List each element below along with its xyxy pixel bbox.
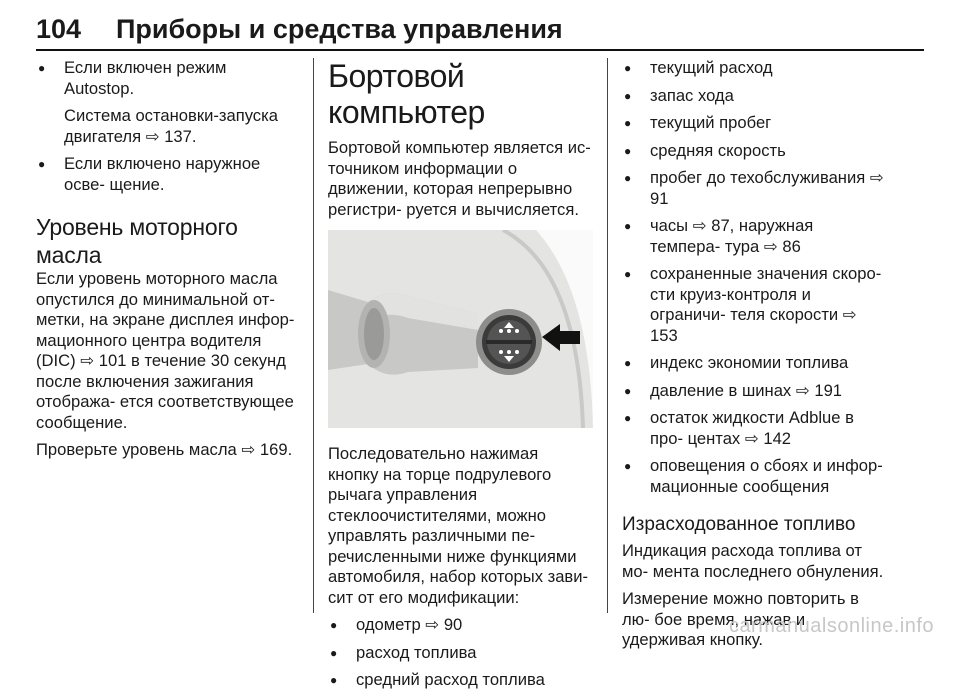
list-item: ● расход топлива	[328, 643, 593, 664]
column-left	[36, 58, 298, 468]
list-item: ● Если включено наружное осве- щение.	[36, 154, 298, 195]
section-title: Бортовой компьютер	[328, 58, 485, 130]
list-item: ● одометр ⇨ 90	[328, 615, 593, 636]
list-item: ● запас хода	[622, 86, 888, 107]
paragraph: Измерение можно повторить в лю- бое время, нажав и удерживая кнопку.	[622, 589, 859, 649]
running-title: Приборы и средства управления	[116, 14, 563, 44]
paragraph: Индикация расхода топлива от мо- мента последнего обнуления.	[622, 541, 884, 581]
column-divider	[607, 58, 608, 613]
stalk-button-icon	[328, 230, 593, 428]
paragraph: Если уровень моторного масла опустился до минимальной от- метки, на экране дисплея инфор- мационного центра водителя (DIC) ⇨ 101 в течение 30 секунд после включения зажигания отобража- ется соответствующее сообщение.	[36, 269, 295, 432]
list-item: ● текущий пробег	[622, 113, 888, 134]
page-header	[36, 8, 924, 48]
page-number: 104	[36, 14, 82, 44]
watermark-text: carmanualsonline.info	[728, 615, 934, 637]
bullet-list	[36, 58, 298, 99]
list-item: ● сохраненные значения скоро- сти круиз-контроля и ограничи- теля скорости ⇨ 153	[622, 264, 888, 346]
list-item: ● пробег до техобслуживания ⇨ 91	[622, 168, 888, 209]
list-item: ● часы ⇨ 87, наружная темпера- тура ⇨ 86	[622, 216, 888, 257]
header-rule	[36, 49, 924, 51]
list-item: ● давление в шинах ⇨ 191	[622, 381, 888, 402]
list-item: ● средний расход топлива	[328, 670, 593, 691]
list-item: ● средняя скорость	[622, 141, 888, 162]
subsection-heading: Израсходованное топливо	[622, 514, 856, 535]
column-right	[622, 58, 888, 658]
bullet-list	[328, 615, 593, 691]
paragraph: Последовательно нажимая кнопку на торце подрулевого рычага управления стеклоочистителями, можно управлять различными пе- речисленными ниже функциями автомобиля, набор которых зави- сит от его модификации:	[328, 444, 589, 607]
section-heading: Уровень моторного масла	[36, 214, 238, 268]
list-item: ● оповещения о сбоях и инфор- мационные сообщения	[622, 456, 888, 497]
list-item: ● индекс экономии топлива	[622, 353, 888, 374]
column-divider	[313, 58, 314, 613]
list-item: ● Если включен режим Autostop.	[36, 58, 298, 99]
wiper-stalk-illustration	[328, 230, 593, 428]
paragraph: Бортовой компьютер является ис- точником информации о движении, которая непрерывно регистри- руется и вычисляется.	[328, 138, 591, 219]
paragraph: Проверьте уровень масла ⇨ 169.	[36, 440, 293, 459]
list-subtext: Система остановки-запуска двигателя ⇨ 137.	[64, 106, 278, 146]
bullet-list	[36, 154, 298, 195]
column-middle	[328, 58, 593, 698]
list-item: ● остаток жидкости Adblue в про- центах ⇨ 142	[622, 408, 888, 449]
bullet-list	[622, 58, 888, 497]
list-item: ● текущий расход	[622, 58, 888, 79]
